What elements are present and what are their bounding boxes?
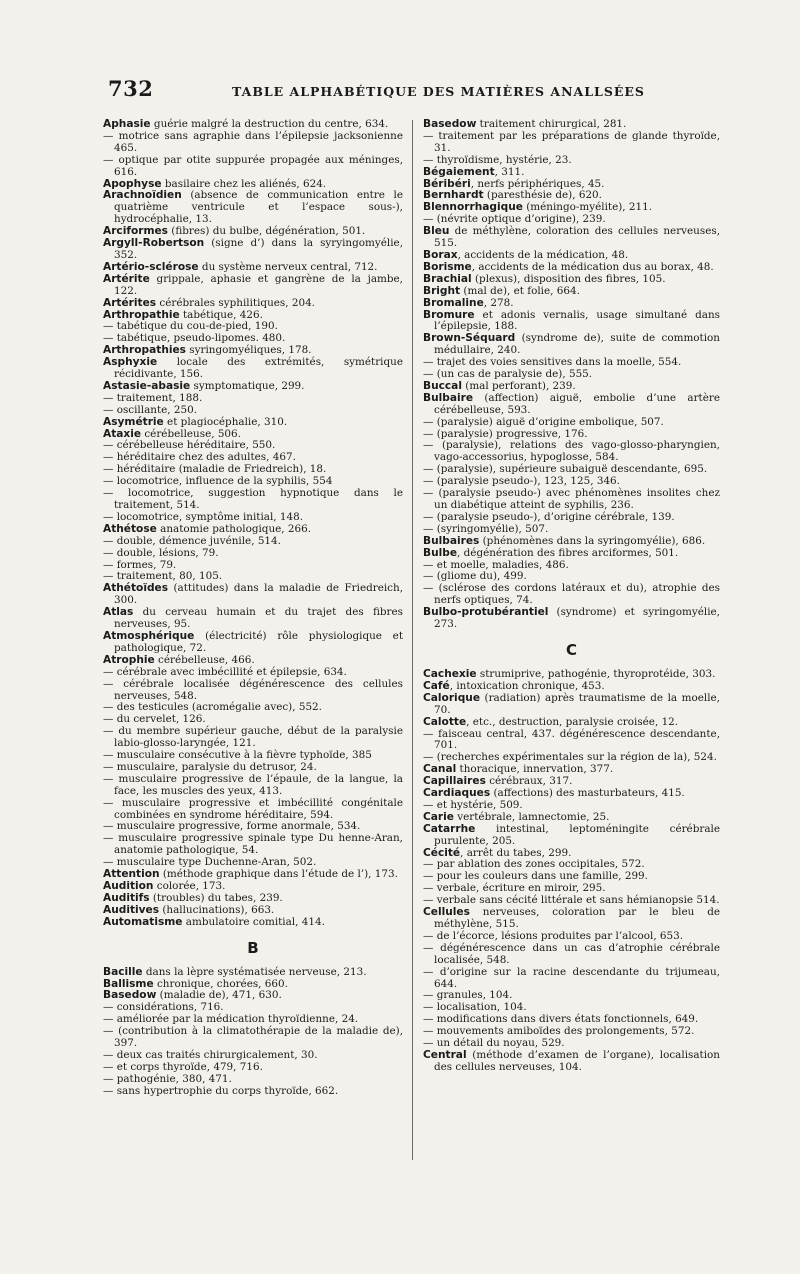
- entry-text: du système nerveux central, 712.: [198, 260, 378, 273]
- entry-text: — granules, 104.: [423, 989, 513, 1002]
- entry-text: — (paralysie pseudo-), 123, 125, 346.: [423, 475, 620, 488]
- entry-headword: Auditives: [103, 903, 160, 916]
- entry-text: (maladie de), 471, 630.: [156, 989, 282, 1002]
- entry-headword: Bacille: [103, 965, 143, 978]
- entry-headword: Automatisme: [103, 915, 183, 928]
- index-entry: [103, 774, 403, 798]
- entry-headword: Calotte: [423, 715, 467, 728]
- index-entry: [103, 631, 403, 655]
- entry-text: — par ablation des zones occipitales, 572.: [423, 858, 645, 871]
- entry-text: (paresthésie de), 620.: [483, 189, 602, 202]
- entry-text: locale des extrémités, symétrique récidivante, 156.: [114, 356, 403, 381]
- entry-text: — (gliome du), 499.: [423, 570, 527, 583]
- page-header: [108, 76, 708, 106]
- index-entry: [423, 824, 720, 848]
- entry-text: (troubles) du tabes, 239.: [149, 891, 283, 904]
- entry-headword: Bright: [423, 284, 461, 297]
- index-entry: [103, 1026, 403, 1050]
- entry-text: — du membre supérieur gauche, début de la paralysie labio-glosso-laryngée, 121.: [103, 725, 403, 750]
- index-entry: [423, 333, 720, 357]
- entry-text: — (paralysie), relations des vago-glosso-pharyngien, vago-accessorius, hypoglosse, 584.: [423, 439, 720, 464]
- index-entry: [103, 190, 403, 226]
- entry-headword: Athétose: [103, 522, 157, 535]
- entry-headword: Bégaiement: [423, 165, 495, 178]
- entry-text: — héréditaire (maladie de Friedreich), 18.: [103, 463, 327, 476]
- entry-text: , dégénération des fibres arciformes, 501.: [457, 546, 679, 559]
- entry-text: — musculaire progressive spinale type Du henne-Aran, anatomie pathologique, 54.: [103, 832, 403, 857]
- entry-text: — pour les couleurs dans une famille, 299.: [423, 870, 648, 883]
- entry-text: — double, démence juvénile, 514.: [103, 534, 281, 547]
- entry-text: (radiation) après traumatisme de la moelle, 70.: [434, 691, 720, 716]
- index-entry: [423, 226, 720, 250]
- entry-text: — pathogénie, 380, 471.: [103, 1072, 232, 1085]
- entry-text: (méthode d’examen de l’organe), localisation des cellules nerveuses, 104.: [434, 1048, 720, 1073]
- entry-text: , accidents de la médication dus au borax, 48.: [471, 260, 714, 273]
- entry-headword: Astasie-abasie: [103, 379, 191, 392]
- entry-headword: Artérites: [103, 296, 157, 309]
- entry-headword: Canal: [423, 763, 457, 776]
- entry-text: (phénomènes dans la syringomyélie), 686.: [479, 534, 706, 547]
- entry-headword: Cécité: [423, 846, 461, 859]
- entry-text: — d’origine sur la racine descendante du trijumeau, 644.: [423, 965, 720, 990]
- entry-text: — musculaire consécutive à la fièvre typhoïde, 385: [103, 749, 372, 762]
- entry-text: — localisation, 104.: [423, 1001, 527, 1014]
- entry-text: — verbale sans cécité littérale et sans hémianopsie 514.: [423, 894, 720, 907]
- entry-text: — (paralysie) progressive, 176.: [423, 427, 588, 440]
- entry-text: — (névrite optique d’origine), 239.: [423, 213, 606, 226]
- entry-text: — améliorée par la médication thyroïdienne, 24.: [103, 1013, 359, 1026]
- entry-text: — cérébrale localisée dégénérescence des cellules nerveuses, 548.: [103, 677, 403, 702]
- entry-text: (absence de communication entre le quatrième ventricule et l’espace sous-), hydrocéphalie, 13.: [114, 189, 403, 226]
- entry-text: — tabétique, pseudo-lipomes. 480.: [103, 332, 286, 345]
- entry-text: traitement chirurgical, 281.: [476, 118, 627, 130]
- entry-headword: Auditifs: [103, 891, 150, 904]
- entry-text: , 278.: [483, 296, 514, 309]
- entry-headword: Bulbo-protubérantiel: [423, 606, 549, 619]
- entry-text: — sans hypertrophie du corps thyroïde, 662.: [103, 1084, 339, 1097]
- entry-headword: Argyll-Robertson: [103, 237, 205, 250]
- index-entry: [103, 155, 403, 179]
- entry-headword: Bromure: [423, 308, 475, 321]
- entry-text: (affections) des masturbateurs, 415.: [490, 787, 685, 800]
- entry-text: (hallucinations), 663.: [159, 903, 275, 916]
- entry-headword: Asphyxie: [103, 356, 158, 369]
- entry-text: — thyroïdisme, hystérie, 23.: [423, 153, 572, 166]
- entry-headword: Calorique: [423, 691, 480, 704]
- entry-text: — tabétique du cou-de-pied, 190.: [103, 320, 278, 333]
- entry-text: ambulatoire comitial, 414.: [182, 915, 325, 928]
- entry-headword: Attention: [103, 868, 160, 881]
- section-letter: C: [565, 640, 577, 659]
- entry-text: — (contribution à la climatothérapie de la maladie de), 397.: [103, 1025, 403, 1050]
- entry-headword: Bulbe: [423, 546, 458, 559]
- entry-text: vertébrale, lamnectomie, 25.: [453, 810, 610, 823]
- index-entry: [423, 393, 720, 417]
- left-column: [103, 119, 403, 1098]
- entry-text: — dégénérescence dans un cas d’atrophie cérébrale localisée, 548.: [423, 941, 720, 966]
- entry-text: de méthylène, coloration des cellules nerveuses, 515.: [434, 225, 720, 250]
- entry-headword: Bromaline: [423, 296, 484, 309]
- entry-text: symptomatique, 299.: [190, 379, 305, 392]
- entry-text: — trajet des voies sensitives dans la moelle, 554.: [423, 356, 682, 369]
- index-entry: [103, 607, 403, 631]
- entry-text: — traitement par les préparations de glande thyroïde, 31.: [423, 129, 720, 154]
- entry-text: — (un cas de paralysie de), 555.: [423, 368, 593, 381]
- entry-headword: Athétoïdes: [103, 582, 169, 595]
- entry-headword: Brown-Séquard: [423, 332, 516, 345]
- entry-headword: Ataxie: [103, 427, 142, 440]
- entry-text: — deux cas traités chirurgicalement, 30.: [103, 1048, 318, 1061]
- entry-text: — double, lésions, 79.: [103, 546, 219, 559]
- index-entry: [423, 488, 720, 512]
- entry-text: cérébraux, 317.: [485, 775, 573, 788]
- entry-text: — traitement, 188.: [103, 391, 203, 404]
- right-column: [423, 119, 720, 1074]
- index-entry: [103, 1086, 403, 1098]
- entry-text: anatomie pathologique, 266.: [156, 522, 312, 535]
- entry-headword: Café: [423, 679, 450, 692]
- entry-text: syringomyéliques, 178.: [186, 344, 312, 357]
- entry-headword: Brachial: [423, 272, 472, 285]
- entry-headword: Carie: [423, 810, 454, 823]
- entry-text: , arrêt du tabes, 299.: [460, 846, 572, 859]
- index-entry: [423, 440, 720, 464]
- entry-text: — faisceau central, 437. dégénérescence descendante, 701.: [423, 727, 720, 752]
- index-entry: [423, 310, 720, 334]
- entry-text: (fibres) du bulbe, dégénération, 501.: [167, 225, 366, 238]
- entry-text: — locomotrice, symptôme initial, 148.: [103, 510, 304, 523]
- entry-text: , 311.: [494, 165, 525, 178]
- index-entry: [423, 607, 720, 631]
- entry-text: — (paralysie), supérieure subaiguë descendante, 695.: [423, 463, 708, 476]
- index-entry: [103, 833, 403, 857]
- index-entry: [103, 798, 403, 822]
- entry-text: (attitudes) dans la maladie de Friedreich, 300.: [114, 582, 403, 607]
- entry-text: , intoxication chronique, 453.: [449, 679, 605, 692]
- entry-headword: Atlas: [103, 606, 134, 619]
- entry-text: — un détail du noyau, 529.: [423, 1037, 565, 1050]
- entry-text: — musculaire progressive et imbécillité congénitale combinées en syndrome héréditaire, 594.: [103, 796, 403, 821]
- index-entry: [103, 583, 403, 607]
- entry-text: colorée, 173.: [153, 880, 226, 892]
- entry-headword: Bulbaires: [423, 534, 480, 547]
- entry-text: (syndrome de), suite de commotion médullaire, 240.: [434, 332, 720, 357]
- entry-text: (méningo-myélite), 211.: [522, 201, 653, 214]
- entry-text: — des testicules (acromégalie avec), 552.: [103, 701, 322, 714]
- entry-text: — (recherches expérimentales sur la région de la), 524.: [423, 751, 717, 764]
- entry-text: — modifications dans divers états fonctionnels, 649.: [423, 1013, 699, 1026]
- entry-headword: Central: [423, 1048, 467, 1061]
- entry-headword: Atrophie: [103, 653, 155, 666]
- entry-text: — traitement, 80, 105.: [103, 570, 223, 583]
- entry-headword: Arciformes: [103, 225, 168, 238]
- index-entry: [103, 238, 403, 262]
- entry-text: et plagiocéphalie, 310.: [163, 415, 288, 428]
- entry-text: cérébelleuse, 506.: [141, 427, 241, 440]
- entry-headword: Cellules: [423, 906, 470, 919]
- entry-text: — musculaire progressive de l’épaule, de la langue, la face, les muscles des yeux, 413.: [103, 772, 403, 797]
- entry-text: — du cervelet, 126.: [103, 713, 206, 726]
- index-entry: [423, 907, 720, 931]
- entry-headword: Borax: [423, 248, 458, 261]
- index-entry: [103, 679, 403, 703]
- entry-headword: Arthropathies: [103, 344, 186, 357]
- entry-headword: Bulbaire: [423, 391, 474, 404]
- entry-headword: Bernhardt: [423, 189, 484, 202]
- entry-headword: Asymétrie: [103, 415, 164, 428]
- entry-text: , accidents de la médication, 48.: [457, 248, 629, 261]
- entry-text: — locomotrice, influence de la syphilis, 554: [103, 475, 333, 488]
- entry-headword: Arachnoïdien: [103, 189, 182, 202]
- entry-headword: Artérite: [103, 272, 150, 285]
- index-entry: [423, 729, 720, 753]
- entry-text: , etc., destruction, paralysie croisée, 12.: [466, 715, 679, 728]
- entry-text: — verbale, écriture en miroir, 295.: [423, 882, 606, 895]
- index-entry: [103, 488, 403, 512]
- entry-headword: Aphasie: [103, 118, 151, 130]
- index-entry: [103, 131, 403, 155]
- index-entry: [103, 357, 403, 381]
- entry-headword: Artério-sclérose: [103, 260, 199, 273]
- entry-text: — mouvements amiboïdes des prolongements, 572.: [423, 1025, 695, 1038]
- entry-text: — formes, 79.: [103, 558, 177, 571]
- entry-text: — et moelle, maladies, 486.: [423, 558, 569, 571]
- entry-headword: Apophyse: [103, 177, 162, 190]
- entry-text: basilaire chez les aliénés, 624.: [161, 177, 327, 190]
- entry-text: grippale, aphasie et gangrène de la jambe, 122.: [114, 272, 403, 297]
- entry-text: dans la lèpre systématisée nerveuse, 213.: [142, 965, 367, 978]
- entry-text: — considérations, 716.: [103, 1001, 224, 1014]
- entry-text: (mal de), et folie, 664.: [460, 284, 580, 297]
- entry-headword: Borisme: [423, 260, 472, 273]
- entry-headword: Basedow: [423, 118, 477, 130]
- entry-headword: Ballisme: [103, 977, 154, 990]
- entry-text: guérie malgré la destruction du centre, 634.: [150, 118, 389, 130]
- index-entry: [423, 693, 720, 717]
- running-title: TABLE ALPHABÉTIQUE DES MATIÈRES ANALLSÉES: [232, 84, 645, 99]
- entry-text: — musculaire type Duchenne-Aran, 502.: [103, 856, 317, 869]
- entry-text: — oscillante, 250.: [103, 403, 198, 416]
- entry-text: — motrice sans agraphie dans l’épilepsie jacksonienne 465.: [103, 129, 403, 154]
- entry-headword: Cardiaques: [423, 787, 491, 800]
- entry-text: (signe d’) dans la syryingomyélie, 352.: [114, 237, 403, 261]
- entry-text: et adonis vernalis, usage simultané dans l’épilepsie, 188.: [434, 308, 720, 333]
- entry-text: — musculaire, paralysie du detrusor, 24.: [103, 760, 317, 773]
- section-letter: B: [247, 938, 259, 957]
- entry-text: cérébelleuse, 466.: [154, 653, 255, 666]
- entry-text: (mal perforant), 239.: [461, 379, 576, 392]
- entry-text: , nerfs périphériques, 45.: [470, 177, 605, 190]
- entry-text: thoracique, innervation, 377.: [456, 763, 614, 776]
- entry-headword: Capillaires: [423, 775, 486, 788]
- entry-text: (syndrome) et syringomyélie, 273.: [434, 606, 720, 631]
- entry-text: intestinal, leptoméningite cérébrale purulente, 205.: [434, 822, 720, 847]
- entry-text: — de l’écorce, lésions produites par l’alcool, 653.: [423, 929, 684, 942]
- entry-text: (affection) aiguë, embolie d’une artère cérébelleuse, 593.: [434, 391, 720, 416]
- entry-text: chronique, chorées, 660.: [153, 977, 288, 990]
- index-entry: [423, 583, 720, 607]
- entry-headword: Blennorrhagique: [423, 201, 523, 214]
- entry-text: — cérébrale avec imbécillité et épilepsie, 634.: [103, 665, 347, 678]
- entry-headword: Catarrhe: [423, 822, 476, 835]
- index-entry: [423, 943, 720, 967]
- entry-text: cérébrales syphilitiques, 204.: [156, 296, 315, 309]
- entry-text: — (paralysie pseudo-) avec phénomènes insolites chez un diabétique atteint de syphilis, 236.: [423, 487, 720, 511]
- page-number: 732: [108, 76, 154, 101]
- index-entry: [423, 131, 720, 155]
- entry-text: — (syringomyélie), 507.: [423, 522, 549, 535]
- entry-text: — musculaire progressive, forme anormale, 534.: [103, 820, 361, 833]
- index-entry: [103, 726, 403, 750]
- entry-text: du cerveau humain et du trajet des fibres nerveuses, 95.: [114, 606, 403, 631]
- entry-headword: Béribéri: [423, 177, 471, 190]
- entry-text: — locomotrice, suggestion hypnotique dans le traitement, 514.: [103, 487, 403, 511]
- entry-text: tabétique, 426.: [179, 308, 263, 321]
- entry-text: — (paralysie pseudo-), d’origine cérébrale, 139.: [423, 510, 675, 523]
- index-entry: [423, 1050, 720, 1074]
- entry-text: — et corps thyroïde, 479, 716.: [103, 1060, 263, 1073]
- entry-text: — et hystérie, 509.: [423, 798, 523, 811]
- entry-headword: Buccal: [423, 379, 462, 392]
- entry-headword: Audition: [103, 880, 154, 892]
- entry-text: — (sclérose des cordons latéraux et du), atrophie des nerfs optiques, 74.: [423, 582, 720, 607]
- entry-text: (méthode graphique dans l’étude de l’), 173.: [159, 868, 398, 881]
- entry-headword: Basedow: [103, 989, 157, 1002]
- entry-text: — (paralysie) aiguë d’origine embolique, 507.: [423, 415, 664, 428]
- entry-text: — héréditaire chez des adultes, 467.: [103, 451, 296, 464]
- index-entry: [103, 274, 403, 298]
- entry-headword: Atmosphérique: [103, 629, 195, 642]
- entry-headword: Bleu: [423, 225, 450, 238]
- entry-text: nerveuses, coloration par le bleu de méthylène, 515.: [434, 906, 720, 930]
- entry-text: (électricité) rôle physiologique et pathologique, 72.: [114, 629, 403, 654]
- index-entry: [423, 967, 720, 991]
- entry-text: strumiprive, pathogénie, thyroprotéide, 303.: [476, 667, 716, 680]
- entry-text: — optique par otite suppurée propagée aux méninges, 616.: [103, 153, 403, 178]
- entry-text: (plexus), disposition des fibres, 105.: [471, 272, 666, 285]
- entry-headword: Arthropathie: [103, 308, 180, 321]
- entry-text: — cérébelleuse héréditaire, 550.: [103, 439, 276, 452]
- column-divider: [412, 120, 413, 1160]
- entry-headword: Cachexie: [423, 667, 477, 680]
- index-entry: [103, 917, 403, 929]
